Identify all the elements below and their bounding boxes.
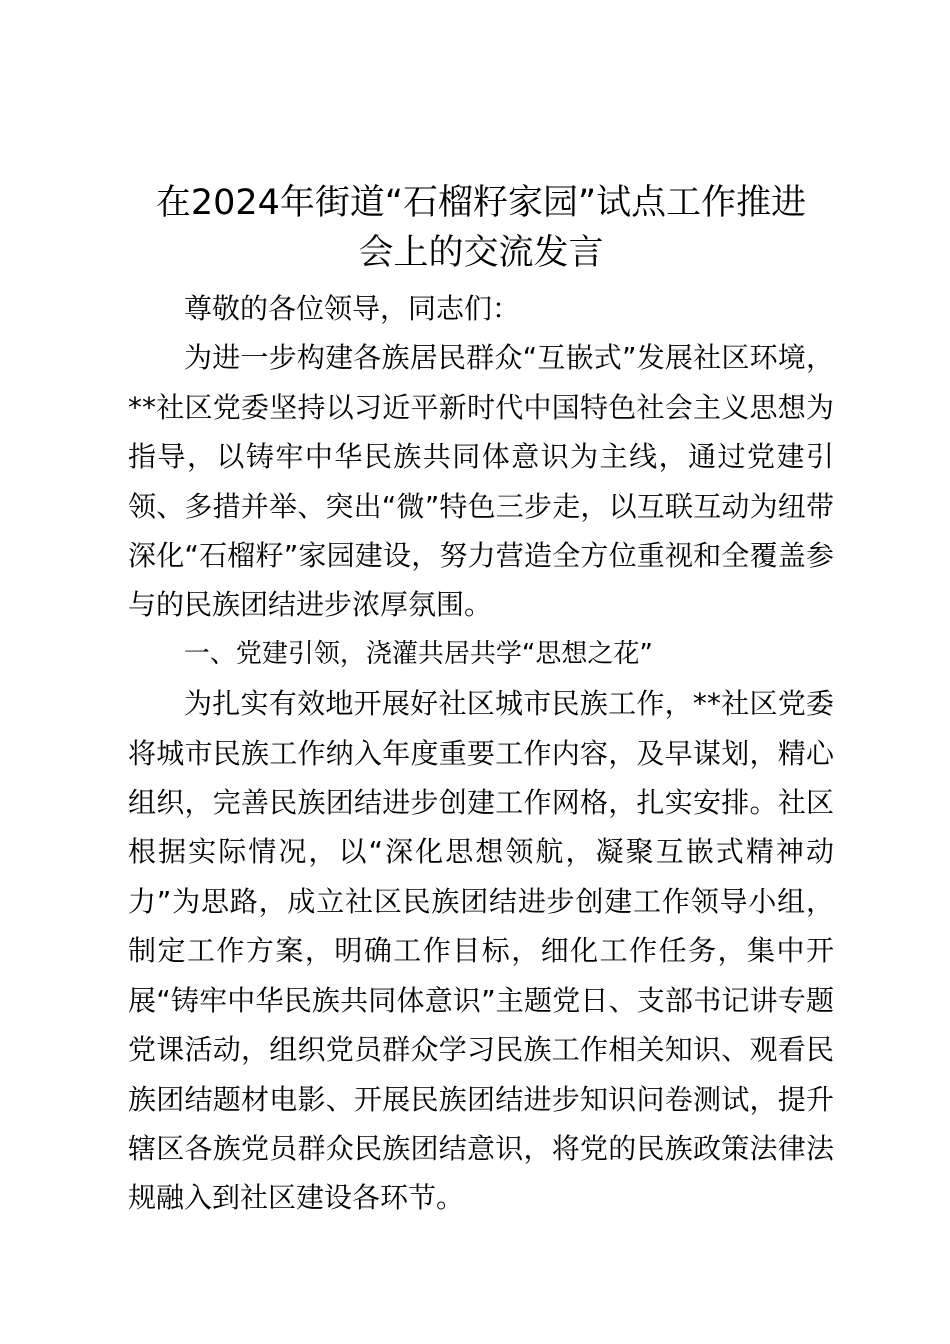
document-body xyxy=(128,178,834,1223)
section-1-paragraph: 为扎实有效地开展好社区城市民族工作，**社区党委将城市民族工作纳入年度重要工作内容，及早谋划，精心组织，完善民族团结进步创建工作网格，扎实安排。社区根据实际情况，以“深化思想领航，凝聚互嵌式精神动力”为思路，成立社区民族团结进步创建工作领导小组，制定工作方案，明确工作目标，细化工作任务，集中开展“铸牢中华民族共同体意识”主题党日、支部书记讲专题党课活动，组织党员群众学习民族工作相关知识、观看民族团结题材电影、开展民族团结进步知识问卷测试，提升辖区各族党员群众民族团结意识，将党的民族政策法律法规融入到社区建设各环节。 xyxy=(128,687,834,1215)
document-title xyxy=(128,178,834,278)
salutation: 尊敬的各位领导，同志们： xyxy=(184,292,521,325)
title-line-1: 在2024年街道“石榴籽家园”试点工作推进 xyxy=(155,183,807,223)
section-1-heading: 一、党建引领，浇灌共居共学“思想之花” xyxy=(183,638,653,669)
intro-paragraph: 为进一步构建各族居民群众“互嵌式”发展社区环境，**社区党委坚持以习近平新时代中国特色社会主义思想为指导，以铸牢中华民族共同体意识为主线，通过党建引领、多措并举、突出“微”特色三步走，以互联互动为纽带深化“石榴籽”家园建设，努力营造全方位重视和全覆盖参与的民族团结进步浓厚氛围。 xyxy=(128,341,834,622)
title-line-2: 会上的交流发言 xyxy=(358,233,604,273)
